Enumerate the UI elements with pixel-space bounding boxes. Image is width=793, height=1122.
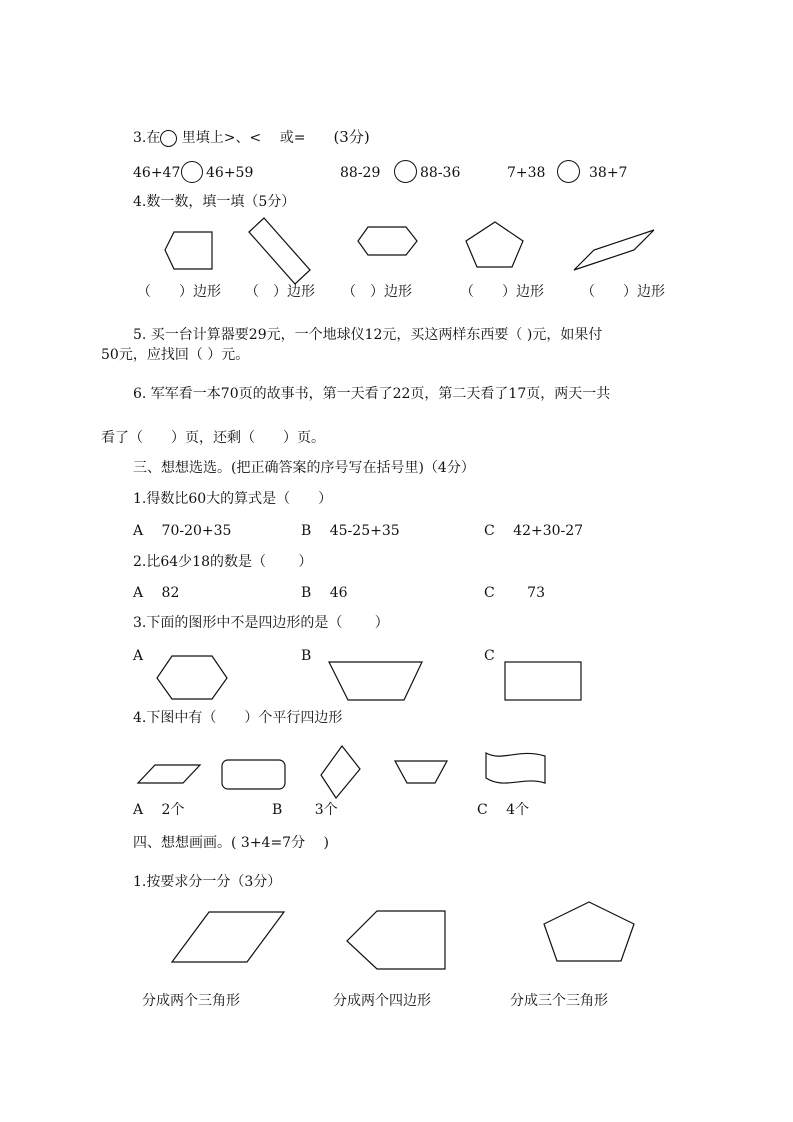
q6-line-1: 6. 军军看一本70页的故事书，第一天看了22页，第二天看了17页，两天一共: [133, 386, 611, 402]
q3-title: 3.在 里填上>、< 或= (3分): [133, 128, 370, 146]
q4-label-3: （ ）边形: [342, 284, 412, 300]
q3-right-2: 88-36: [420, 165, 461, 181]
compare-circle-1[interactable]: [181, 161, 203, 183]
s4-label-3: 分成三个三角形: [510, 993, 608, 1009]
s3-q1-option-c: C 42+30-27: [484, 523, 584, 539]
trapezoid-shape-option-b: [326, 659, 426, 703]
s3-q4-question: 4.下图中有（ ）个平行四边形: [133, 710, 343, 726]
q4-label-4: （ ）边形: [460, 284, 544, 300]
s3-q4-option-c: C 4个: [477, 802, 530, 818]
q3-right-3: 38+7: [589, 165, 628, 181]
rounded-rectangle-shape: [219, 757, 289, 793]
compare-circle-3[interactable]: [557, 160, 580, 183]
rhombus-tilted-shape: [318, 743, 364, 801]
s3-q3-question: 3.下面的图形中不是四边形的是（ ）: [133, 615, 389, 631]
s3-q2-question: 2.比64少18的数是（ ）: [133, 554, 313, 570]
q5-line-1: 5. 买一台计算器要29元，一个地球仪12元，买这两样东西要（ )元，如果付: [133, 327, 603, 343]
q5-line-2: 50元，应找回（ ）元。: [101, 347, 250, 363]
s3-q1-option-b: B 45-25+35: [301, 523, 400, 539]
s3-q2-option-a: A 82: [133, 585, 180, 601]
s3-q4-option-b: B 3个: [272, 802, 338, 818]
hexagon-shape-option-a: [154, 653, 232, 703]
q3-left-1: 46+47: [133, 165, 181, 181]
parallelogram-shape-1: [570, 226, 658, 276]
parallelogram-shape-draw: [169, 909, 287, 965]
rectangle-tilted-shape: [245, 212, 315, 288]
q4-title: 4.数一数，填一填（5分）: [133, 194, 296, 210]
s3-q3-option-c: C: [484, 648, 495, 664]
s3-q1-option-a: A 70-20+35: [133, 523, 232, 539]
s4-label-2: 分成两个四边形: [333, 993, 431, 1009]
s4-q1-question: 1.按要求分一分（3分）: [133, 874, 282, 890]
q6-line-2: 看了（ ）页，还剩（ ）页。: [101, 430, 325, 446]
answer-circle[interactable]: [160, 130, 177, 147]
q3-right-1: 46+59: [206, 165, 254, 181]
s4-label-1: 分成两个三角形: [142, 993, 240, 1009]
q4-label-1: （ ）边形: [137, 284, 221, 300]
wavy-banner-shape: [483, 750, 549, 790]
parallelogram-shape-2: [135, 762, 203, 786]
pentagon-shape-1: [462, 219, 528, 271]
s3-q2-option-b: B 46: [301, 585, 348, 601]
hexagon-shape-1: [160, 228, 220, 274]
s3-q1-question: 1.得数比60大的算式是（ ）: [133, 491, 333, 507]
section4-title: 四、想想画画。( 3+4=7分 ): [133, 835, 330, 851]
q4-label-2: （ ）边形: [245, 284, 315, 300]
q3-left-3: 7+38: [507, 165, 546, 181]
s3-q3-option-b: B: [301, 648, 312, 664]
rectangle-shape-option-c: [503, 660, 584, 702]
q4-label-5: （ ）边形: [581, 284, 665, 300]
s3-q2-option-c: C 73: [484, 585, 545, 601]
pentagon-shape-draw: [541, 899, 637, 965]
s3-q4-option-a: A 2个: [133, 802, 185, 818]
s3-q3-option-a: A: [133, 648, 144, 664]
section3-title: 三、想想选选。(把正确答案的序号写在括号里)（4分）: [133, 460, 475, 476]
compare-circle-2[interactable]: [394, 160, 417, 183]
pentagon-arrow-shape-draw: [344, 908, 448, 972]
trapezoid-shape-small: [392, 758, 450, 786]
q3-left-2: 88-29: [340, 165, 381, 181]
hexagon-shape-2: [355, 224, 421, 260]
